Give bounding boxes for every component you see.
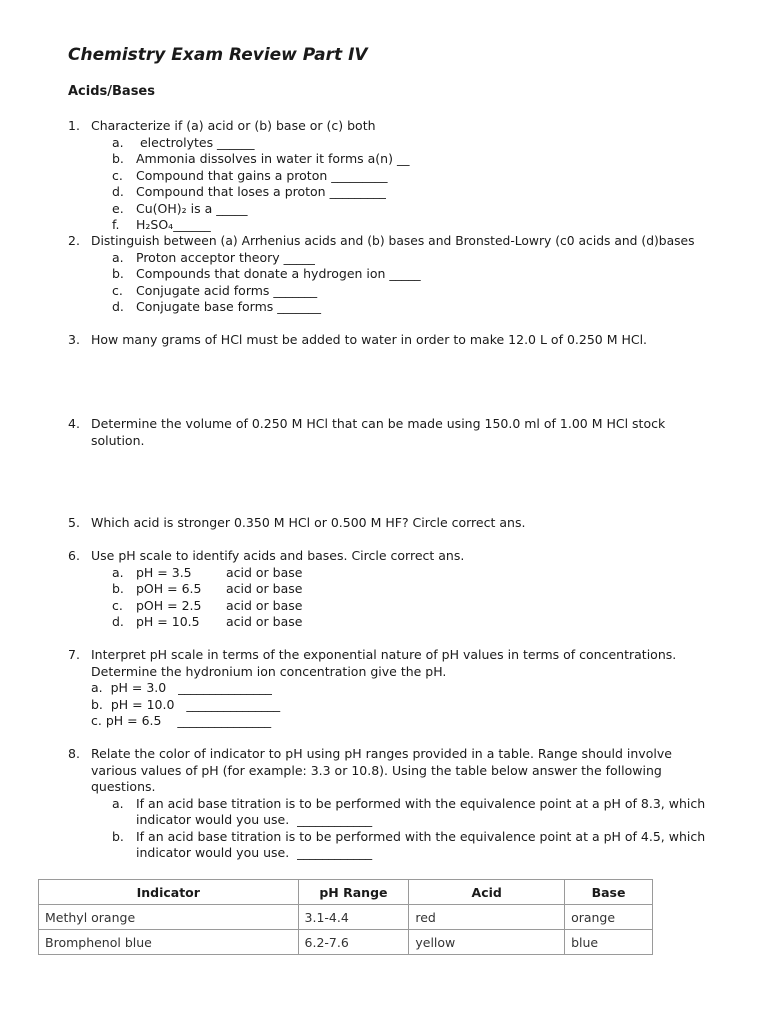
question-number: 4. <box>68 416 80 431</box>
column-header: Acid <box>409 880 565 905</box>
table-cell: blue <box>565 930 653 955</box>
column-header: Base <box>565 880 653 905</box>
question-text: Distinguish between (a) Arrhenius acids and (b) bases and Bronsted-Lowry (c0 acids and (d)bases <box>91 234 695 248</box>
question-text: Determine the volume of 0.250 M HCl that can be made using 150.0 ml of 1.00 M HCl stock <box>91 416 666 431</box>
answer-choice: acid or base <box>226 581 303 596</box>
question-text: Characterize if (a) acid or (b) base or (c) both <box>91 118 376 133</box>
table-cell: 3.1-4.4 <box>298 905 409 930</box>
table-header-row <box>39 880 653 905</box>
table-row <box>39 905 653 930</box>
question-number: 7. <box>68 647 80 662</box>
question-text: Which acid is stronger 0.350 M HCl or 0.500 M HF? Circle correct ans. <box>91 515 526 530</box>
table-cell: orange <box>565 905 653 930</box>
question-number: 6. <box>68 548 80 563</box>
table-cell: red <box>409 905 565 930</box>
question-number: 3. <box>68 332 80 347</box>
question-text: How many grams of HCl must be added to water in order to make 12.0 L of 0.250 M HCl. <box>91 332 648 347</box>
answer-choice: acid or base <box>226 564 303 580</box>
page-title: Chemistry Exam Review Part IV <box>68 45 368 65</box>
column-header: Indicator <box>39 880 299 905</box>
table-cell: Bromphenol blue <box>39 930 299 955</box>
question-number: 5. <box>68 515 80 530</box>
question-number: 8. <box>68 746 80 761</box>
indicator-table <box>38 879 653 955</box>
question-number: 1. <box>68 118 80 133</box>
table-row <box>39 930 653 955</box>
section-heading: Acids/Bases <box>68 84 155 99</box>
question-text: Use pH scale to identify acids and bases. Circle correct ans. <box>91 548 465 563</box>
question-text: Interpret pH scale in terms of the exponential nature of pH values in terms of concentrations. <box>91 647 677 662</box>
column-header: pH Range <box>298 880 409 905</box>
answer-choice: acid or base <box>226 614 303 629</box>
table-cell: yellow <box>409 930 565 955</box>
table-cell: 6.2-7.6 <box>298 930 409 955</box>
question-text: Relate the color of indicator to pH using pH ranges provided in a table. Range should involve <box>91 746 672 761</box>
table-cell: Methyl orange <box>39 905 299 930</box>
answer-choice: acid or base <box>226 597 303 613</box>
question-number: 2. <box>68 233 80 248</box>
